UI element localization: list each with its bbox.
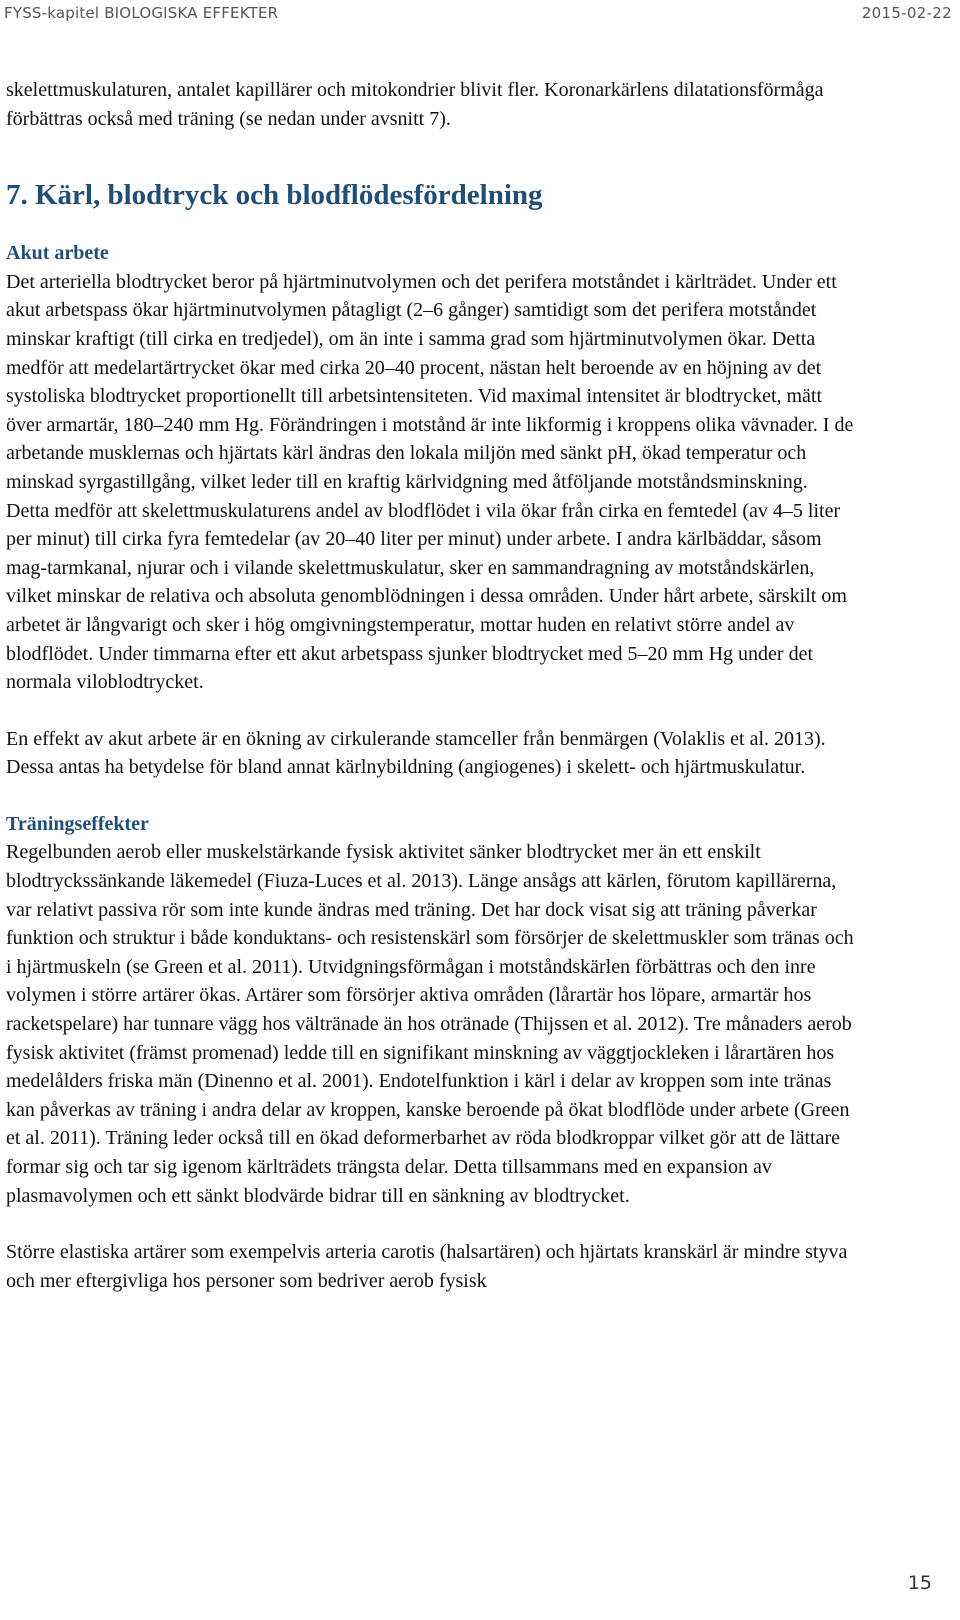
page-header [0, 0, 960, 28]
document-body [6, 76, 856, 1295]
tranings-paragraph-1: Regelbunden aerob eller muskelstärkande fysisk aktivitet sänker blodtrycket mer än ett enskilt blodtryckssänkande läkemedel (Fiuza-Luces et al. 2013). Länge ansågs att kärlen, förutom kapillärerna, var relativt passiva rör som inte kunde ändras med träning. Det har dock visat sig att träning påverkar funktion och struktur i både konduktans- och resistenskärl som försörjer de skelettmuskler som tränas och i hjärtmuskeln (se Green et al. 2011). Utvidgningsförmågan i motståndskärlen förbättras och den inre volymen i större artärer ökas. Artärer som försörjer aktiva områden (lårartär hos löpare, armartär hos racketspelare) har tunnare vägg hos vältränade än hos otränade (Thijssen et al. 2012). Tre månaders aerob fysisk aktivitet (främst promenad) ledde till en signifikant minskning av väggtjockleken i lårartären hos medelålders friska män (Dinenno et al. 2001). Endotelfunktion i kärl i delar av kroppen som inte tränas kan påverkas av träning i andra delar av kroppen, kanske beroende på ökat blodflöde under arbete (Green et al. 2011). Träning leder också till en ökad deformerbarhet av röda blodkroppar vilket gör att de lättare formar sig och tar sig igenom kärlträdets trängsta delar. Detta tillsammans med en expansion av plasmavolymen och ett sänkt blodvärde bidrar till en sänkning av blodtrycket. [6, 841, 854, 1207]
paragraph-spacer [6, 1210, 856, 1238]
akut-paragraph-2: En effekt av akut arbete är en ökning av cirkulerande stamceller från benmärgen (Volaklis et al. 2013). Dessa antas ha betydelse för bland annat kärlnybildning (angiogenes) i skelett- och hjärtmuskulatur. [6, 727, 826, 779]
header-date: 2015-02-22 [861, 4, 952, 22]
paragraph-spacer [6, 697, 856, 725]
intro-paragraph: skelettmuskulaturen, antalet kapillärer och mitokondrier blivit fler. Koronarkärlens dilatationsförmåga förbättras också med träning (se nedan under avsnitt 7). [6, 79, 824, 130]
section-title: 7. Kärl, blodtryck och blodflödesfördelning [6, 179, 543, 212]
subsection-heading-traningseffekter: Träningseffekter [6, 812, 149, 835]
page-number: 15 [907, 1572, 932, 1594]
header-title: FYSS-kapitel BIOLOGISKA EFFEKTER [4, 4, 279, 22]
subsection-heading-akut: Akut arbete [6, 242, 109, 265]
tranings-paragraph-2: Större elastiska artärer som exempelvis arteria carotis (halsartären) och hjärtats kranskärl är mindre styva och mer eftergivliga hos personer som bedriver aerob fysisk [6, 1241, 848, 1292]
paragraph-spacer [6, 782, 856, 810]
akut-paragraph-1: Det arteriella blodtrycket beror på hjärtminutvolymen och det perifera motståndet i kärlträdet. Under ett akut arbetspass ökar hjärtminutvolymen påtagligt (2–6 gånger) samtidigt som det perifera motståndet minskar kraftigt (till cirka en tredjedel), om än inte i samma grad som hjärtminutvolymen ökar. Detta medför att medelartärtrycket ökar med cirka 20–40 procent, nästan helt beroende av en höjning av det systoliska blodtrycket proportionellt till arbetsintensiteten. Vid maximal intensitet är blodtrycket, mätt över armartär, 180–240 mm Hg. Förändringen i motstånd är inte likformig i kroppens olika vävnader. I de arbetande musklernas och hjärtats kärl ändras den lokala miljön med sänkt pH, ökad temperatur och minskad syrgastillgång, vilket leder till en kraftig kärlvidgning med åtföljande motståndsminskning. Detta medför att skelettmuskulaturens andel av blodflödet i vila ökar från cirka en femtedel (av 4–5 liter per minut) till cirka fyra femtedelar (av 20–40 liter per minut) under arbete. I andra kärlbäddar, såsom mag-tarmkanal, njurar och i vilande skelettmuskulatur, sker en sammandragning av motståndskärlen, vilket minskar de relativa och absoluta genomblödningen i dessa områden. Under hårt arbete, särskilt om arbetet är långvarigt och sker i hög omgivningstemperatur, mottar huden en relativt större andel av blodflödet. Under timmarna efter ett akut arbetspass sjunker blodtrycket med 5–20 mm Hg under det normala viloblodtrycket. [6, 270, 854, 694]
